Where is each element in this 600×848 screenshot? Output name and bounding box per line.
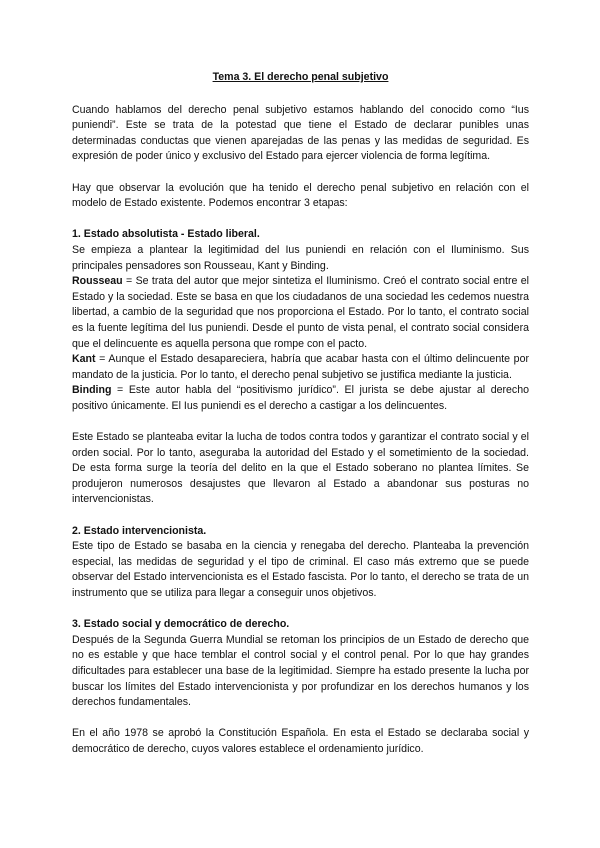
document-title: Tema 3. El derecho penal subjetivo [212, 71, 389, 83]
paragraph-gap [72, 508, 529, 524]
intro-paragraph: Cuando hablamos del derecho penal subjetivo estamos hablando del conocido como “Ius puniendi”. Este se trata de la potestad que tiene el Estado de declarar punibles unas determinadas conductas que vienen aparejadas de las penas y las medidas de seguridad. Es expresión de poder único y exclusivo del Estado para ejercer violencia de forma legítima. [72, 103, 529, 163]
section-2-heading: 2. Estado intervencionista. [72, 524, 207, 537]
evolution-paragraph: Hay que observar la evolución que ha tenido el derecho penal subjetivo en relación con el modelo de Estado existente. Podemos encontrar 3 etapas: [72, 181, 529, 210]
paragraph-gap [72, 711, 529, 727]
kant-paragraph [72, 352, 529, 383]
section-1-heading: 1. Estado absolutista - Estado liberal. [72, 228, 260, 241]
binding-paragraph [72, 383, 529, 414]
section-2-text: Este tipo de Estado se basaba en la ciencia y renegaba del derecho. Planteaba la prevención especial, las medidas de seguridad y el tipo de criminal. El caso más extremo que se puede observar del Estado intervencionista es el Estado fascista. Por lo tanto, el derecho se trata de un instrumento que se utiliza para llegar a conseguir unos objetivos. [72, 540, 529, 599]
paragraph-gap [72, 602, 529, 618]
rousseau-term: Rousseau [72, 275, 123, 288]
section-3-heading: 3. Estado social y democrático de derecho. [72, 618, 290, 631]
binding-text: = Este autor habla del “positivismo jurídico”. El jurista se debe ajustar al derecho positivo únicamente. El Ius puniendi es el derecho a castigar a los delincuentes. [72, 384, 529, 412]
section-1-intro: Se empieza a plantear la legitimidad del Ius puniendi en relación con el Iluminismo. Sus principales pensadores son Rousseau, Kant y Binding. [72, 243, 529, 272]
binding-term: Binding [72, 384, 112, 397]
section-3-closing: En el año 1978 se aprobó la Constitución Española. En esta el Estado se declaraba social y democrático de derecho, cuyos valores establece el ordenamiento jurídico. [72, 727, 529, 755]
rousseau-text: = Se trata del autor que mejor sintetiza el Iluminismo. Creó el contrato social entre el Estado y la sociedad. Este se basa en que los ciudadanos de una sociedad les cedemos nuestra libertad, a cambio de la seguridad que nos proporciona el Estado. Por lo tanto, el contrato social es la fuente legítima del Ius puniendi. Desde el punto de vista penal, el contrato social considera que el delincuente es aquella persona que rompe con el pacto. [72, 275, 529, 350]
kant-text: = Aunque el Estado desapareciera, habría que acabar hasta con el último delincuente por mandato de la justicia. Por lo tanto, el derecho penal subjetivo se justifica mediante la justicia. [72, 353, 529, 381]
document-content [72, 70, 529, 758]
section-3-text: Después de la Segunda Guerra Mundial se retoman los principios de un Estado de derecho que no es estable y que hace temblar el control social y el control penal. Por lo que hay grandes dificultades para establecer una base de la legitimidad. Siempre ha estado presente la lucha por buscar los límites del Estado intervencionista y por profundizar en los derechos humanos y los derechos fundamentales. [72, 633, 529, 709]
kant-term: Kant [72, 353, 96, 366]
section-1-closing: Este Estado se planteaba evitar la lucha de todos contra todos y garantizar el contrato social y el orden social. Por lo tanto, aseguraba la autoridad del Estado y el sometimiento de la sociedad. De esta forma surge la teoría del delito en la que el Estado soberano no plantea límites. Se produjeron numerosos desajustes que llevaron al Estado a abandonar sus posturas no intervencionistas. [72, 431, 529, 506]
paragraph-gap [72, 414, 529, 430]
rousseau-paragraph [72, 274, 529, 352]
paragraph-gap [72, 212, 529, 228]
paragraph-gap [72, 165, 529, 181]
